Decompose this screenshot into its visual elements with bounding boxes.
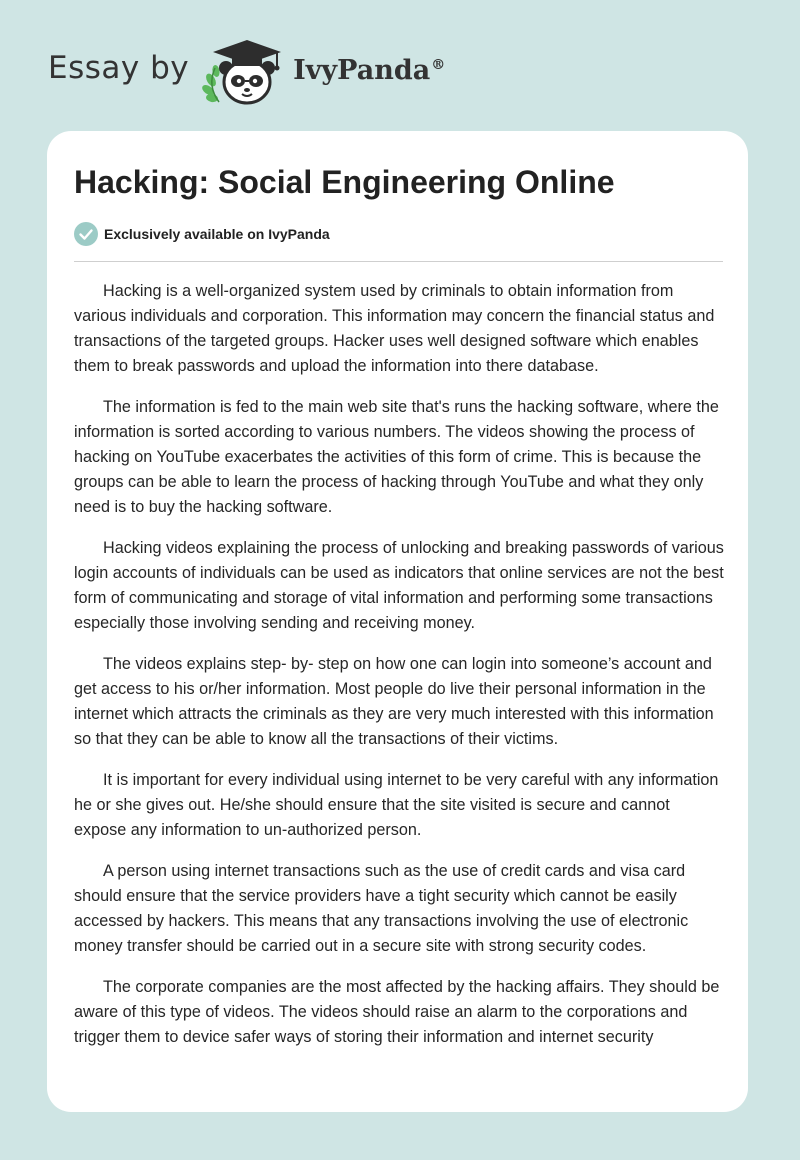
paragraph: A person using internet transactions such as the use of credit cards and visa card should ensure that the service providers have a tight security which cannot be easily accessed by hackers. This means that any transactions involving the use of electronic money transfer should be carried out in a secure site with strong security codes.: [74, 862, 689, 955]
panda-graduate-logo-icon: [199, 36, 287, 108]
paragraph: The information is fed to the main web site that's runs the hacking software, where the information is sorted according to various numbers. The videos showing the process of hacking on YouTube exacerbates the activities of this form of crime. This is because the groups can be able to learn the process of hacking through YouTube and what they only need is to buy the hacking software.: [74, 398, 719, 516]
paragraph: Hacking is a well-organized system used by criminals to obtain information from various individuals and corporation. This information may concern the financial status and transactions of the targeted groups. Hacker uses well designed software which enables them to break passwords and upload the information into there database.: [74, 282, 715, 375]
exclusive-badge: [74, 221, 330, 247]
paragraph: The videos explains step- by- step on how one can login into someone’s account and get access to his or/her information. Most people do live their personal information in the internet which attracts the criminals as they are very much interested with this information so that they can be able to know all the transactions of their victims.: [74, 655, 714, 748]
check-circle-icon: [74, 222, 98, 246]
paragraph: It is important for every individual using internet to be very careful with any information he or she gives out. He/she should ensure that the site visited is secure and cannot expose any information to un-authorized person.: [74, 771, 719, 839]
brand-prefix: Essay by: [48, 50, 190, 86]
brand-header[interactable]: [48, 36, 445, 108]
brand-name: IvyPanda®: [293, 54, 446, 86]
essay-body: [74, 279, 726, 1066]
page-title: Hacking: Social Engineering Online: [74, 164, 615, 200]
paragraph: Hacking videos explaining the process of unlocking and breaking passwords of various login accounts of individuals can be used as indicators that online services are not the best form of communicating and storage of vital information and performing some transactions especially those involving sending and receiving money.: [74, 539, 724, 632]
paragraph: The corporate companies are the most affected by the hacking affairs. They should be aware of this type of videos. The videos should raise an alarm to the corporations and trigger them to device safer ways of storing their information and internet security: [74, 978, 720, 1046]
registered-mark: ®: [431, 56, 446, 73]
essay-card: [47, 131, 748, 1112]
exclusive-badge-text: Exclusively available on IvyPanda: [104, 226, 330, 242]
divider: [74, 261, 723, 262]
